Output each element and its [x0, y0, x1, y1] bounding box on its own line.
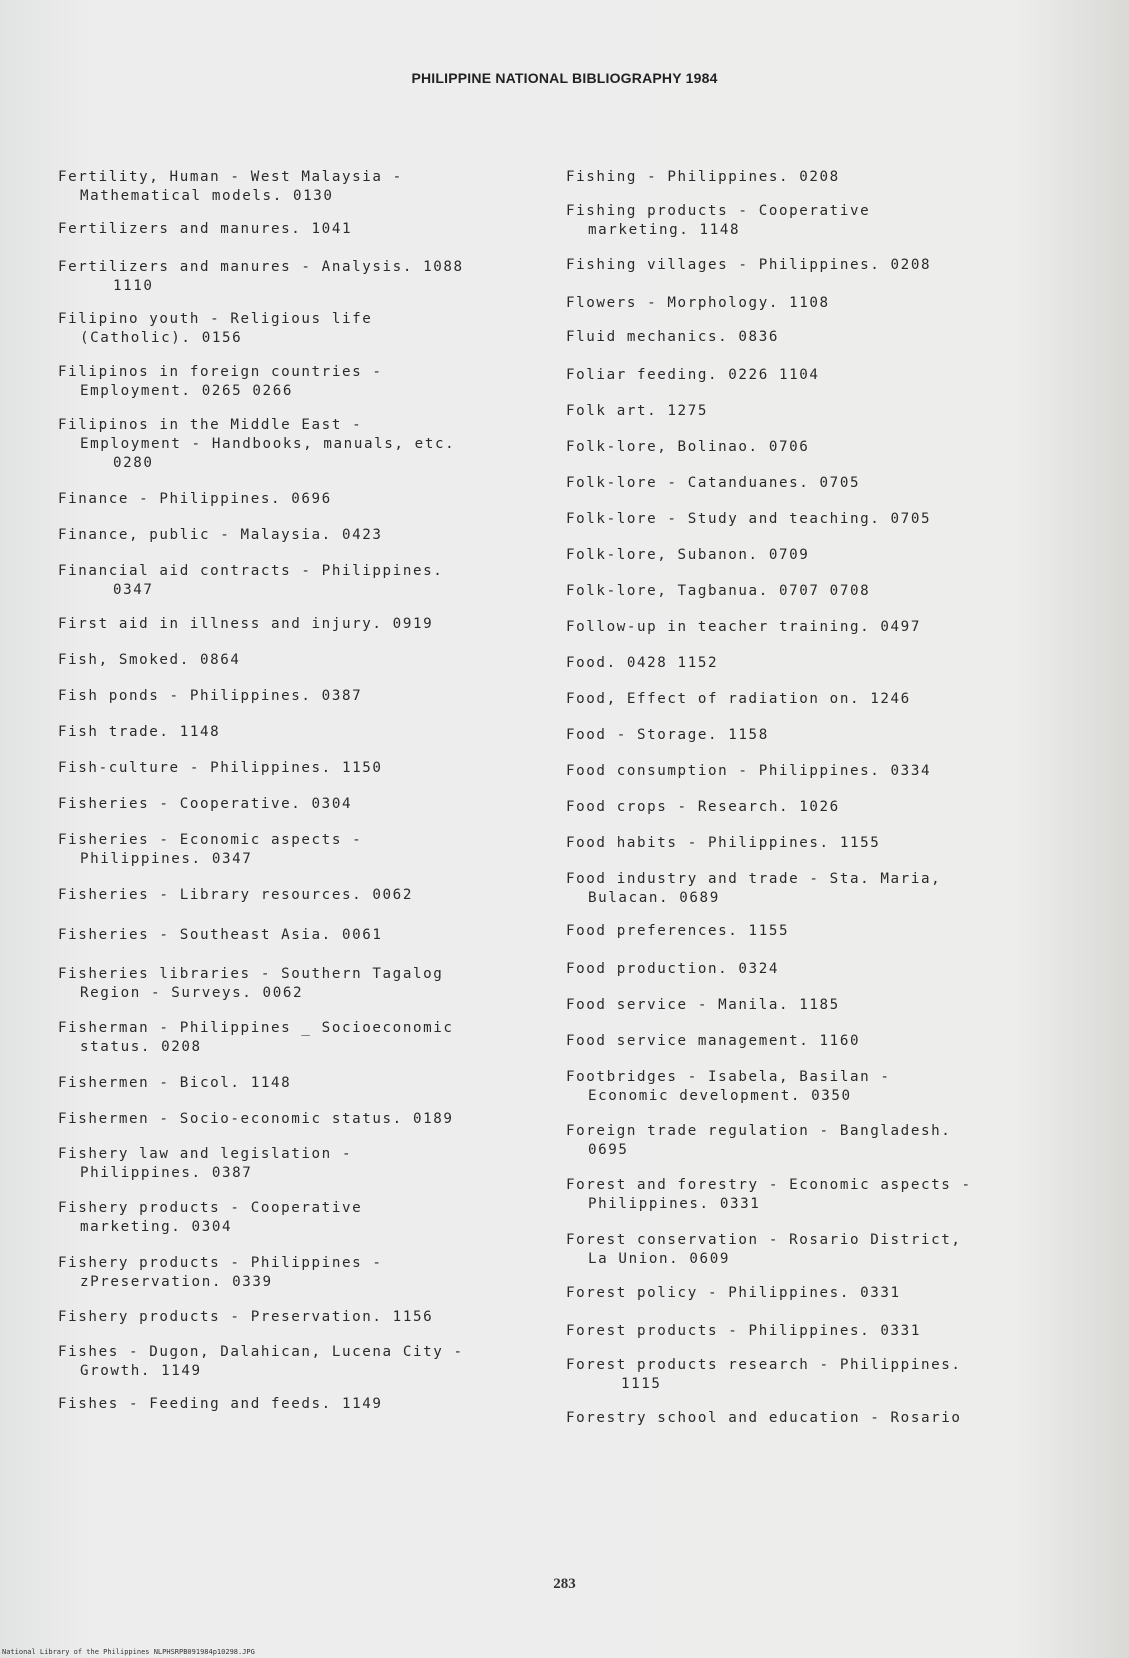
index-entry: Food crops - Research. 1026 — [566, 799, 840, 815]
index-entry: Fish-culture - Philippines. 1150 — [58, 760, 383, 776]
index-entry: Fish, Smoked. 0864 — [58, 652, 241, 668]
index-entry: Fishery products - Preservation. 1156 — [58, 1309, 434, 1325]
page-header: PHILIPPINE NATIONAL BIBLIOGRAPHY 1984 — [411, 70, 718, 86]
scan-source-note: National Library of the Philippines NLPHSRPB091984p10298.JPG — [2, 1648, 255, 1656]
index-entry: Food consumption - Philippines. 0334 — [566, 763, 932, 779]
index-entry: Fluid mechanics. 0836 — [566, 329, 779, 345]
index-entry: Food, Effect of radiation on. 1246 — [566, 691, 911, 707]
index-entry: Fishing products - Cooperative marketing. 1148 — [566, 203, 871, 238]
index-entry: Forest products - Philippines. 0331 — [566, 1323, 921, 1339]
index-entry: Flowers - Morphology. 1108 — [566, 295, 830, 311]
index-entry: Food service management. 1160 — [566, 1033, 861, 1049]
index-entry: Fishes - Dugon, Dalahican, Lucena City - Growth. 1149 — [58, 1344, 464, 1379]
index-entry: Fishery products - Cooperative marketing. 0304 — [58, 1200, 363, 1235]
index-entry: Food production. 0324 — [566, 961, 779, 977]
index-entry: Finance - Philippines. 0696 — [58, 491, 332, 507]
index-entry: Fishes - Feeding and feeds. 1149 — [58, 1396, 383, 1412]
index-entry: Filipinos in foreign countries - Employment. 0265 0266 — [58, 364, 383, 399]
index-entry: Foreign trade regulation - Bangladesh. 0695 — [566, 1123, 952, 1158]
index-entry: Food preferences. 1155 — [566, 923, 790, 939]
index-entry: Folk-lore - Catanduanes. 0705 — [566, 475, 861, 491]
index-entry: Fishermen - Bicol. 1148 — [58, 1075, 292, 1091]
index-entry: Food service - Manila. 1185 — [566, 997, 840, 1013]
index-entry: Forestry school and education - Rosario — [566, 1410, 962, 1426]
index-entry: Fisheries libraries - Southern Tagalog Region - Surveys. 0062 — [58, 966, 444, 1001]
index-entry: Finance, public - Malaysia. 0423 — [58, 527, 383, 543]
index-entry: Filipino youth - Religious life (Catholic). 0156 — [58, 311, 373, 346]
index-entry: Food. 0428 1152 — [566, 655, 719, 671]
index-entry: First aid in illness and injury. 0919 — [58, 616, 434, 632]
index-entry: Folk-lore, Tagbanua. 0707 0708 — [566, 583, 871, 599]
index-entry: Fertilizers and manures - Analysis. 1088 1110 — [58, 259, 464, 294]
index-entry: Fisheries - Library resources. 0062 — [58, 887, 413, 903]
index-entry: Fishing - Philippines. 0208 — [566, 169, 840, 185]
index-entry: Fisheries - Southeast Asia. 0061 — [58, 927, 383, 943]
index-entry: Forest policy - Philippines. 0331 — [566, 1285, 901, 1301]
index-entry: Fish ponds - Philippines. 0387 — [58, 688, 363, 704]
index-entry: Forest and forestry - Economic aspects - Philippines. 0331 — [566, 1177, 972, 1212]
index-entry: Fertilizers and manures. 1041 — [58, 221, 353, 237]
index-entry: Folk-lore, Subanon. 0709 — [566, 547, 810, 563]
index-entry: Financial aid contracts - Philippines. 0347 — [58, 563, 444, 598]
index-entry: Fisheries - Cooperative. 0304 — [58, 796, 353, 812]
index-entry: Foliar feeding. 0226 1104 — [566, 367, 820, 383]
index-entry: Food industry and trade - Sta. Maria, Bulacan. 0689 — [566, 871, 942, 906]
index-entry: Food - Storage. 1158 — [566, 727, 769, 743]
index-entry: Fish trade. 1148 — [58, 724, 221, 740]
left-column — [58, 168, 528, 1414]
index-entry: Folk-lore, Bolinao. 0706 — [566, 439, 810, 455]
index-entry: Folk art. 1275 — [566, 403, 708, 419]
index-entry: Footbridges - Isabela, Basilan - Economic development. 0350 — [566, 1069, 891, 1104]
index-entry: Fisherman - Philippines _ Socioeconomic status. 0208 — [58, 1020, 454, 1055]
index-entry: Fisheries - Economic aspects - Philippines. 0347 — [58, 832, 363, 867]
right-column — [566, 168, 1066, 1428]
index-entry: Food habits - Philippines. 1155 — [566, 835, 881, 851]
index-entry: Fishing villages - Philippines. 0208 — [566, 257, 932, 273]
index-entry: Fishery products - Philippines - zPreservation. 0339 — [58, 1255, 383, 1290]
index-entry: Forest conservation - Rosario District, La Union. 0609 — [566, 1232, 962, 1267]
index-entry: Filipinos in the Middle East - Employment - Handbooks, manuals, etc. 0280 — [58, 417, 456, 471]
index-entry: Follow-up in teacher training. 0497 — [566, 619, 921, 635]
index-entry: Fishery law and legislation - Philippines. 0387 — [58, 1146, 353, 1181]
index-entry: Fertility, Human - West Malaysia - Mathematical models. 0130 — [58, 169, 403, 204]
page-number: 283 — [553, 1576, 576, 1592]
index-entry: Forest products research - Philippines. 1115 — [566, 1357, 962, 1392]
index-entry: Folk-lore - Study and teaching. 0705 — [566, 511, 932, 527]
index-entry: Fishermen - Socio-economic status. 0189 — [58, 1111, 454, 1127]
